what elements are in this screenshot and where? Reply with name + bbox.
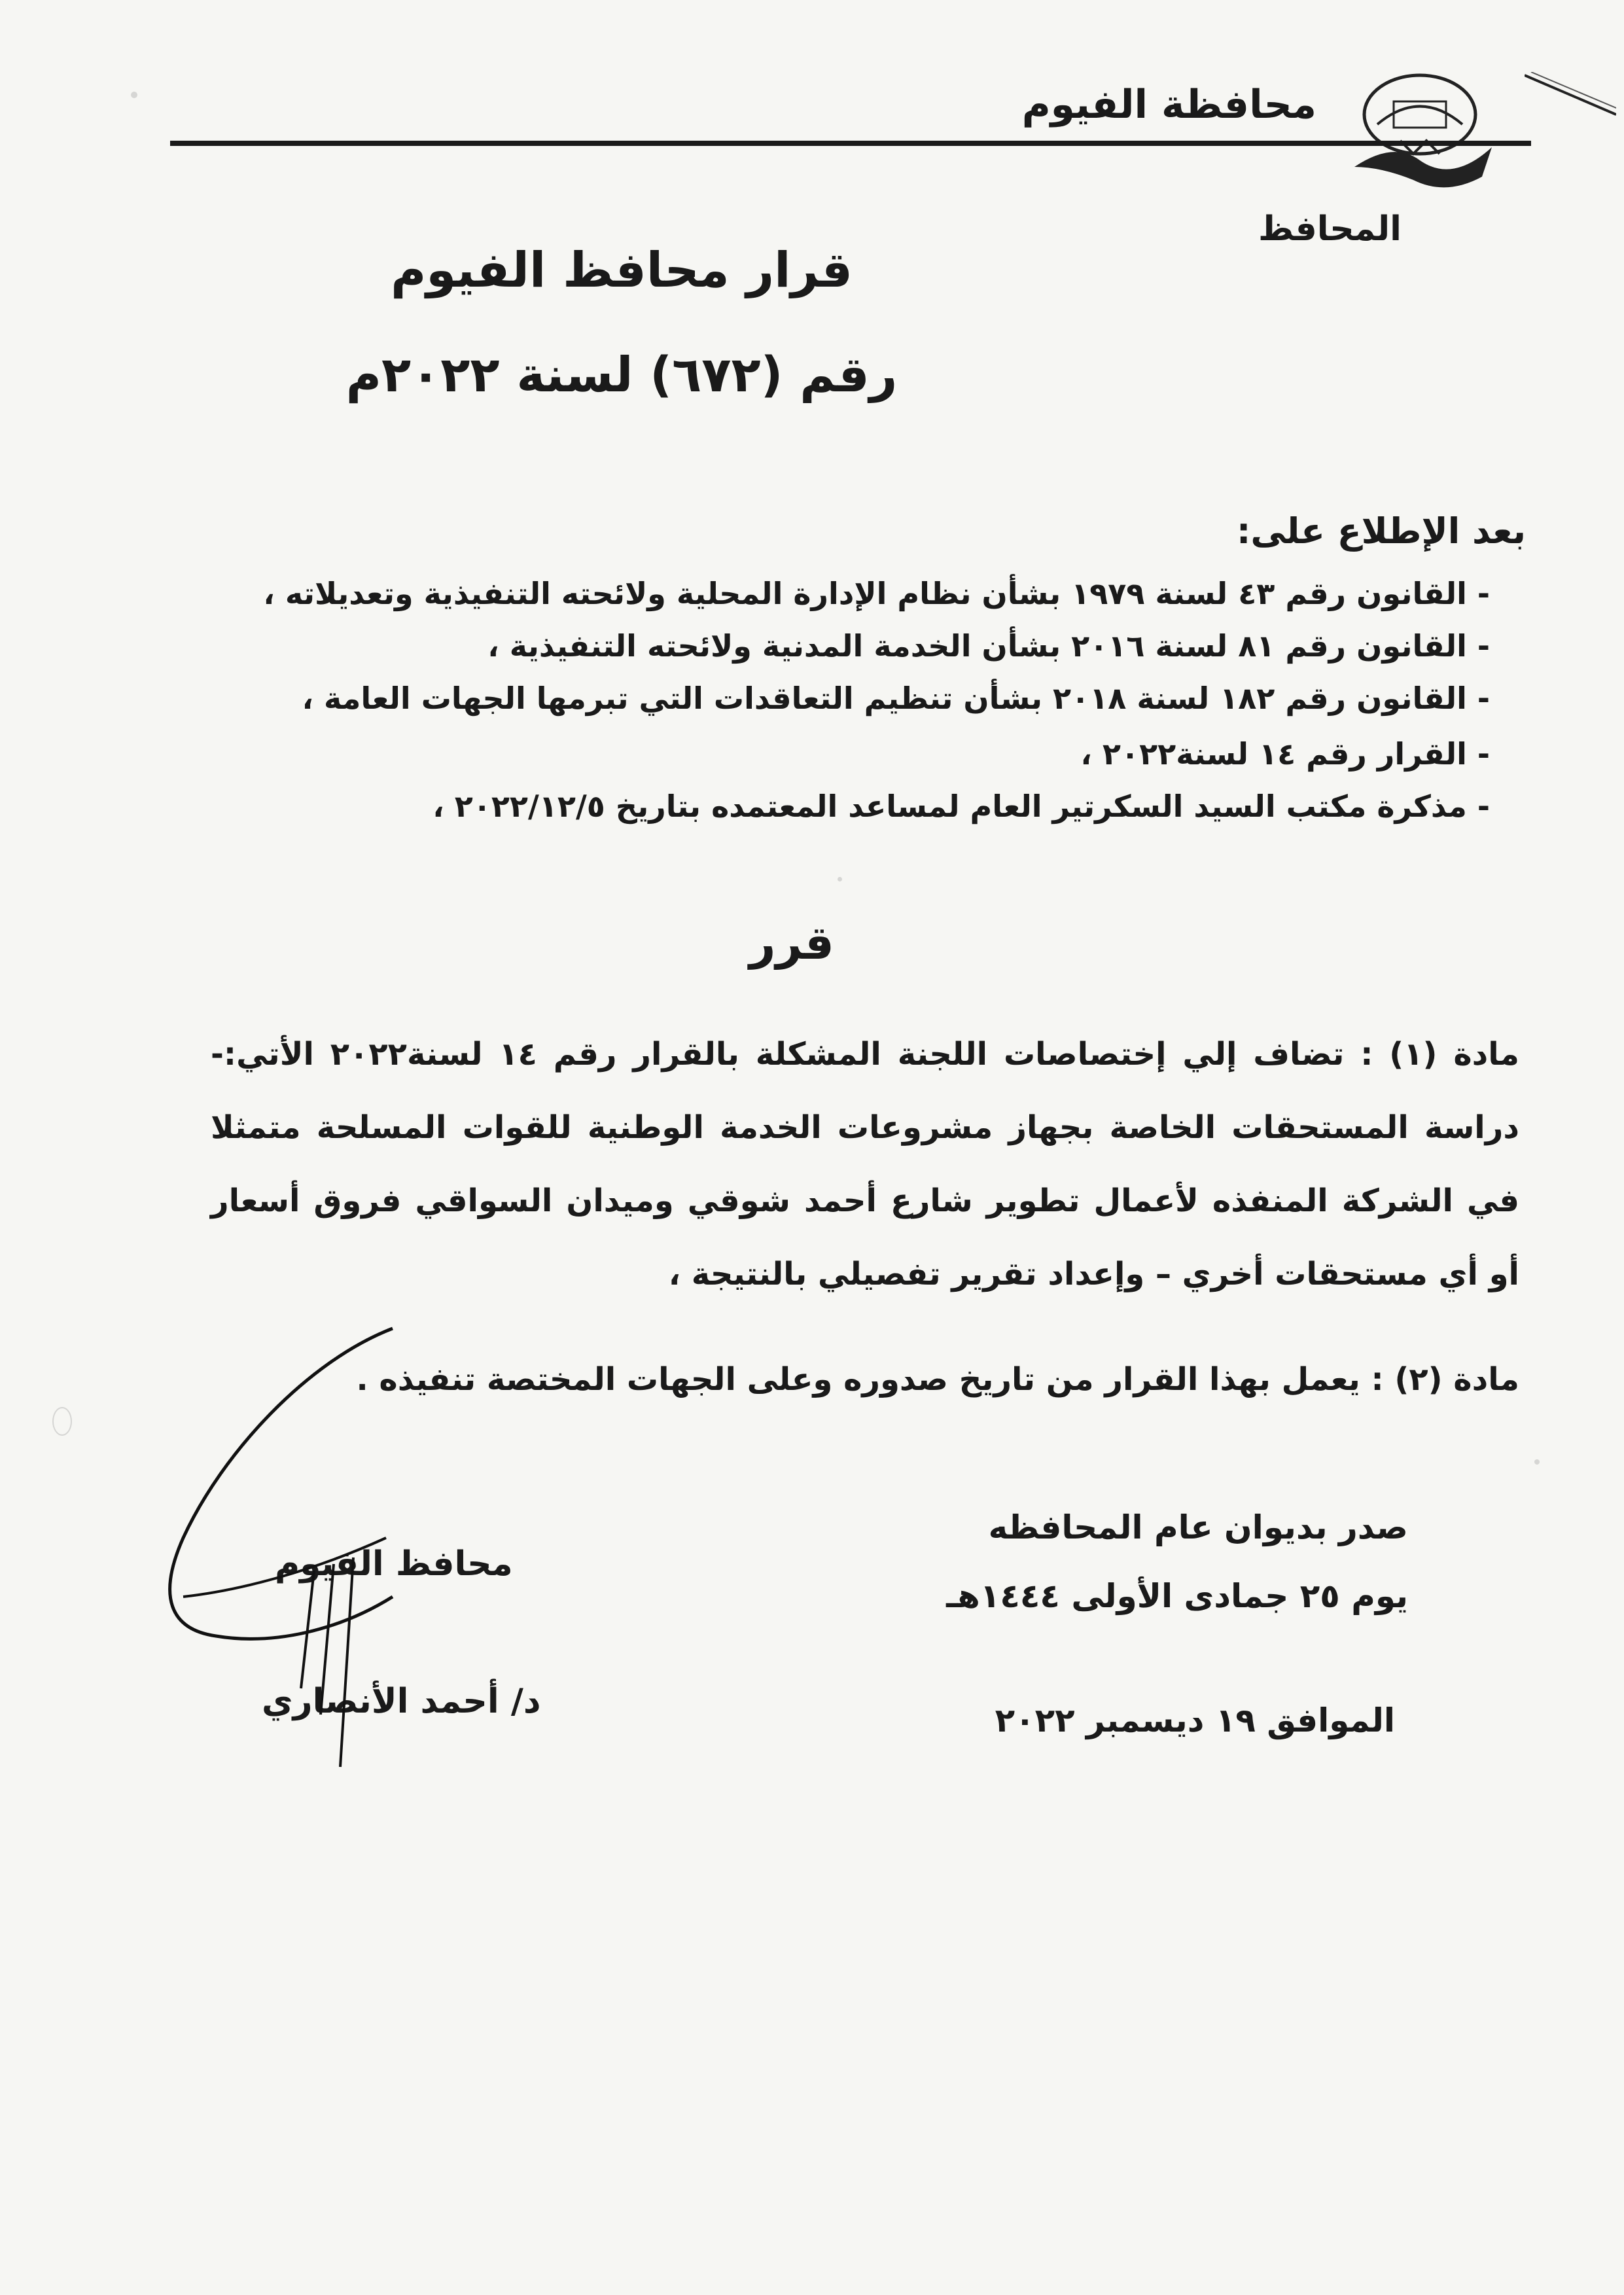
signatory-title: محافظ الفيوم	[275, 1544, 513, 1584]
preamble-item: - القانون رقم ٨١ لسنة ٢٠١٦ بشأن الخدمة المدنية ولائحته التنفيذية ،	[487, 628, 1490, 664]
preamble-heading: بعد الإطلاع على:	[1236, 510, 1526, 552]
scan-speck	[838, 877, 842, 881]
article-1	[211, 1018, 1519, 1311]
preamble-item: - القانون رقم ١٨٢ لسنة ٢٠١٨ بشأن تنظيم التعاقدات التي تبرمها الجهات العامة ،	[302, 681, 1490, 716]
article-label: مادة (٢) :	[1371, 1361, 1519, 1398]
handwritten-signature	[144, 1322, 445, 1780]
preamble-item: - القانون رقم ٤٣ لسنة ١٩٧٩ بشأن نظام الإدارة المحلية ولائحته التنفيذية وتعديلاته ،	[263, 576, 1490, 611]
governorate-name: محافظة الفيوم	[1021, 82, 1316, 128]
article-label: مادة (١) :	[1360, 1036, 1520, 1073]
scan-speck	[1534, 1459, 1540, 1465]
gregorian-date-line: الموافق ١٩ ديسمبر ٢٠٢٢	[995, 1701, 1395, 1739]
header-divider	[170, 141, 1531, 146]
governor-title: المحافظ	[1258, 209, 1402, 249]
hijri-date-line: يوم ٢٥ جمادى الأولى ١٤٤٤هـ	[946, 1577, 1408, 1615]
preamble-item: - القرار رقم ١٤ لسنة٢٠٢٢ ،	[1080, 736, 1490, 772]
scan-edge-mark	[1525, 72, 1616, 118]
article-text: تضاف إلي إختصاصات اللجنة المشكلة بالقرار رقم ١٤ لسنة٢٠٢٢ الأتي:- دراسة المستحقات الخاصة بجهاز مشروعات الخدمة الوطنية للقوات المسلحة متمثلا في الشركة المنفذه لأعمال تطوير شارع أحمد شوقي وميدان السواقي فروق أسعار أو أي مستحقات أخري – وإعداد تقرير تفصيلي بالنتيجة ،	[211, 1036, 1519, 1292]
issued-line: صدر بديوان عام المحافظه	[988, 1508, 1408, 1546]
scan-speck	[131, 92, 137, 98]
scan-speck	[52, 1407, 72, 1436]
decided-heading: قرر	[749, 916, 834, 970]
preamble-item: - مذكرة مكتب السيد السكرتير العام لمساعد المعتمده بتاريخ ٢٠٢٢/١٢/٥ ،	[432, 789, 1490, 824]
decision-title: قرار محافظ الفيوم	[391, 242, 853, 298]
signatory-name: د/ أحمد الأنصاري	[262, 1682, 541, 1721]
decision-number: رقم (٦٧٢) لسنة ٢٠٢٢م	[345, 347, 898, 403]
article-text: يعمل بهذا القرار من تاريخ صدوره وعلى الجهات المختصة تنفيذه .	[356, 1361, 1360, 1398]
governorate-emblem	[1341, 62, 1498, 200]
